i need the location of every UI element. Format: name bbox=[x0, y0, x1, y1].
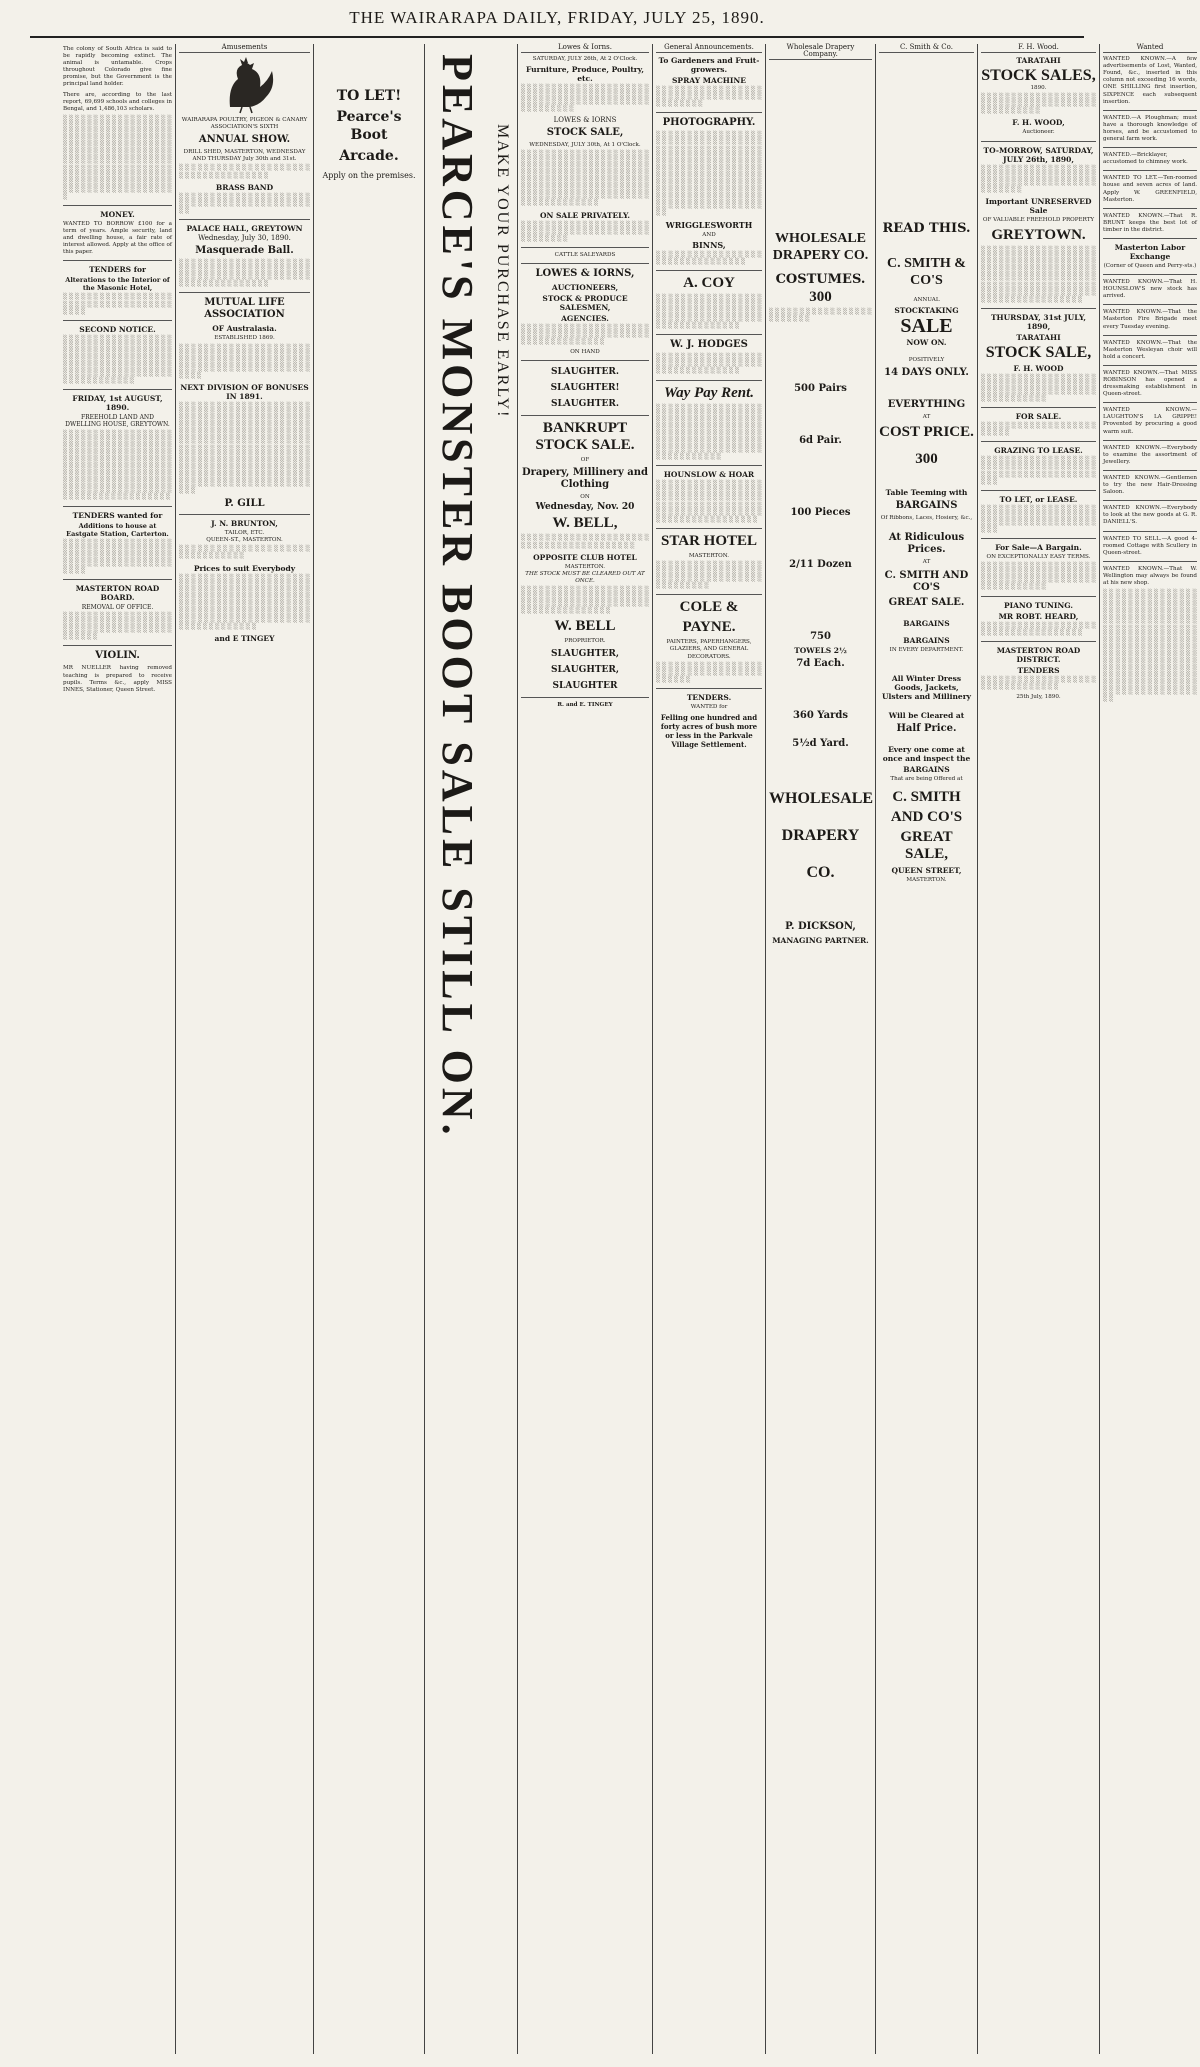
slaughter-3: SLAUGHTER. bbox=[550, 399, 620, 410]
wanted-1: WANTED KNOWN.—A few advertisements of Lost, Wanted, Found, &c., inserted in this column not exceeding 16 words, ONE SHILLING first insertion, SIXPENCE each subsequent insertion. bbox=[1103, 56, 1197, 105]
divider bbox=[981, 441, 1096, 442]
lost-filler: ░ ░ ░ ░ ░ ░ ░ ░ ░ ░ ░ ░ ░ ░ ░ ░ ░ ░ ░ ░ ░ ░ ░ ░ ░ ░ ░ ░ ░ ░ ░ ░ ░ ░ ░ ░ ░ ░ ░ ░ ░ ░ ░ ░ ░ ░ ░ ░ ░ ░ ░ ░ ░ ░ ░ ░ ░ ░ ░ ░ ░ ░ ░ ░ ░ ░ ░ ░ ░ ░ ░ ░ ░ ░ ░ ░ ░ ░ ░ ░ ░ ░ ░ ░ ░ ░ ░ ░ ░ ░ ░ ░ ░ ░ ░ ░ ░ ░ ░ ░ ░ ░ ░ ░ ░ ░ ░ ░ ░ ░ ░ ░ ░ ░ ░ ░ ░ ░ ░ ░ ░ ░ ░ ░ ░ ░ ░ ░ ░ ░ ░ ░ ░ ░ ░ ░ ░ ░ ░ ░ ░ ░ ░ ░ ░ ░ ░ ░ ░ ░ ░ ░ ░ ░ ░ ░ ░ ░ ░ ░ bbox=[179, 574, 310, 631]
wanted-7: WANTED KNOWN.—That the Masterton Fire Brigade meet every Tuesday evening. bbox=[1103, 309, 1197, 330]
prices-tagline: Prices to suit Everybody bbox=[193, 563, 296, 573]
stock-sales: STOCK SALES, bbox=[981, 67, 1096, 85]
divider bbox=[981, 538, 1096, 539]
slaughter-2: SLAUGHTER! bbox=[550, 383, 620, 394]
every-department: IN EVERY DEPARTMENT. bbox=[889, 646, 964, 653]
wanted-10: WANTED KNOWN.—LAUGHTON'S LA GRIPPE! Provented by procuring a good warm suit. bbox=[1103, 407, 1197, 435]
stock-filler: ░ ░ ░ ░ ░ ░ ░ ░ ░ ░ ░ ░ ░ ░ ░ ░ ░ ░ ░ ░ ░ ░ ░ ░ ░ ░ ░ ░ ░ ░ ░ ░ ░ ░ ░ ░ ░ ░ ░ ░ ░ ░ ░ ░ ░ ░ ░ ░ ░ ░ ░ ░ ░ ░ ░ ░ ░ ░ ░ ░ ░ ░ ░ ░ ░ ░ ░ ░ ░ ░ ░ ░ ░ ░ ░ ░ ░ ░ ░ ░ ░ ░ ░ ░ ░ ░ ░ ░ ░ ░ ░ ░ ░ ░ ░ ░ ░ ░ ░ ░ ░ ░ ░ ░ ░ ░ ░ ░ ░ ░ ░ ░ ░ ░ ░ ░ ░ ░ ░ ░ ░ ░ ░ ░ ░ ░ ░ ░ ░ ░ ░ ░ ░ ░ ░ ░ ░ ░ ░ ░ ░ ░ ░ ░ ░ ░ ░ ░ ░ ░ ░ ░ ░ ░ ░ ░ ░ ░ ░ ░ bbox=[521, 150, 649, 207]
pairs-500: 500 Pairs bbox=[794, 383, 847, 395]
costumes-filler: ░ ░ ░ ░ ░ ░ ░ ░ ░ ░ ░ ░ ░ ░ ░ ░ ░ ░ ░ ░ ░ ░ ░ ░ bbox=[769, 309, 872, 323]
w-bell: W. BELL, bbox=[552, 515, 618, 532]
auctioneer: Auctioneer. bbox=[1022, 129, 1055, 136]
tenders-heading: TENDERS for bbox=[89, 265, 146, 275]
money-text: WANTED TO BORROW £100 for a term of years. Ample security, land and dwelling house, a fair rate of interest allowed. Apply at the office of this paper. bbox=[63, 220, 172, 256]
general-header: General Announcements. bbox=[656, 44, 762, 53]
painters: PAINTERS, PAPERHANGERS, GLAZIERS, AND GENERAL DECORATORS. bbox=[666, 639, 752, 660]
wanted-9: WANTED KNOWN.—That MISS ROBINSON has opened a dressmaking establishment in Queen-street. bbox=[1103, 369, 1197, 398]
column-7 bbox=[766, 44, 876, 2054]
wanted-12: WANTED KNOWN.—Gentlemen to try the new Hair-Dressing Saloon. bbox=[1103, 474, 1197, 496]
divider bbox=[63, 389, 172, 390]
smith-2: C. SMITH AND CO'S bbox=[884, 569, 969, 593]
managing-partner: MANAGING PARTNER. bbox=[772, 936, 869, 946]
masquerade-ball: Masquerade Ball. bbox=[195, 245, 294, 257]
divider bbox=[656, 594, 762, 595]
bargain-filler: ░ ░ ░ ░ ░ ░ ░ ░ ░ ░ ░ ░ ░ ░ ░ ░ ░ ░ ░ ░ ░ ░ ░ ░ ░ ░ ░ ░ ░ ░ ░ ░ ░ ░ ░ ░ ░ ░ ░ ░ ░ ░ ░ ░ ░ ░ ░ ░ ░ ░ ░ ░ ░ ░ ░ ░ ░ ░ ░ ░ ░ ░ ░ ░ ░ ░ ░ ░ bbox=[981, 563, 1096, 591]
masthead-rule bbox=[30, 36, 1084, 38]
show-filler: ░ ░ ░ ░ ░ ░ ░ ░ ░ ░ ░ ░ ░ ░ ░ ░ ░ ░ ░ ░ ░ ░ ░ ░ ░ ░ ░ ░ ░ ░ ░ ░ ░ ░ ░ ░ bbox=[179, 165, 310, 179]
to-let-lease: TO LET, or LEASE. bbox=[999, 494, 1078, 504]
ribbons: Of Ribbons, Laces, Hosiery, &c., bbox=[880, 515, 973, 522]
payne: PAYNE. bbox=[682, 619, 736, 636]
stock-must-clear: THE STOCK MUST BE CLEARED OUT AT ONCE. bbox=[525, 570, 645, 584]
wednesday-nov: Wednesday, Nov. 20 bbox=[535, 502, 635, 513]
column-4 bbox=[425, 44, 518, 2054]
labor-exchange: Masterton Labor Exchange bbox=[1114, 242, 1186, 261]
annual: ANNUAL bbox=[913, 297, 940, 304]
divider bbox=[1103, 440, 1197, 441]
divider bbox=[981, 407, 1096, 408]
on-sale-privately: ON SALE PRIVATELY. bbox=[540, 210, 630, 220]
divider bbox=[1103, 147, 1197, 148]
rent-filler: ░ ░ ░ ░ ░ ░ ░ ░ ░ ░ ░ ░ ░ ░ ░ ░ ░ ░ ░ ░ ░ ░ ░ ░ ░ ░ ░ ░ ░ ░ ░ ░ ░ ░ ░ ░ ░ ░ ░ ░ ░ ░ ░ ░ ░ ░ ░ ░ ░ ░ ░ ░ ░ ░ ░ ░ ░ ░ ░ ░ ░ ░ ░ ░ ░ ░ ░ ░ ░ ░ ░ ░ ░ ░ ░ ░ ░ ░ ░ ░ ░ ░ ░ ░ ░ ░ ░ ░ ░ ░ ░ ░ ░ ░ ░ ░ ░ ░ ░ ░ ░ ░ ░ ░ ░ ░ ░ ░ ░ ░ ░ ░ ░ ░ ░ ░ ░ ░ ░ ░ ░ ░ ░ ░ ░ ░ ░ ░ ░ ░ bbox=[656, 404, 762, 461]
divider bbox=[1103, 335, 1197, 336]
money-heading: MONEY. bbox=[100, 209, 135, 219]
tenders-subject: Alterations to the Interior of the Masonic Hotel, bbox=[65, 276, 170, 293]
tingey-name: and E TINGEY bbox=[214, 634, 275, 644]
column-6 bbox=[653, 44, 766, 2054]
for-sale-bargain: For Sale—A Bargain. bbox=[995, 543, 1082, 553]
wood-header: F. H. Wood. bbox=[981, 44, 1096, 53]
column-9 bbox=[978, 44, 1100, 2054]
sale: SALE bbox=[900, 315, 953, 338]
smith-3: C. SMITH bbox=[892, 788, 961, 805]
divider bbox=[1103, 110, 1197, 111]
column-10 bbox=[1100, 44, 1200, 2054]
masterton: MASTERTON. bbox=[906, 876, 947, 883]
brunton-filler: ░ ░ ░ ░ ░ ░ ░ ░ ░ ░ ░ ░ ░ ░ ░ ░ ░ ░ ░ ░ ░ ░ ░ ░ ░ ░ ░ ░ ░ ░ ░ ░ bbox=[179, 546, 310, 560]
cattle-saleyards: CATTLE SALEYARDS bbox=[554, 251, 616, 258]
to-let-heading: TO LET! bbox=[336, 88, 402, 104]
wanted-13: WANTED KNOWN.—Everybody to look at the new goods at G. R. DANIELL'S. bbox=[1103, 505, 1197, 526]
painters-filler: ░ ░ ░ ░ ░ ░ ░ ░ ░ ░ ░ ░ ░ ░ ░ ░ ░ ░ ░ ░ ░ ░ ░ ░ ░ ░ ░ ░ ░ ░ ░ ░ ░ ░ ░ ░ ░ ░ ░ ░ bbox=[656, 662, 762, 683]
half-price: Half Price. bbox=[896, 722, 957, 734]
tenders2-filler: ░ ░ ░ ░ ░ ░ ░ ░ ░ ░ ░ ░ ░ ░ ░ ░ ░ ░ ░ ░ ░ ░ ░ ░ ░ ░ ░ ░ ░ ░ ░ ░ ░ ░ ░ ░ ░ ░ ░ ░ ░ ░ ░ ░ ░ ░ ░ ░ ░ ░ ░ ░ ░ ░ ░ ░ ░ ░ ░ ░ ░ ░ ░ ░ ░ ░ ░ ░ ░ ░ ░ ░ ░ ░ ░ ░ bbox=[63, 539, 172, 574]
divider bbox=[1103, 238, 1197, 239]
rooster-icon bbox=[210, 57, 280, 113]
divider bbox=[656, 465, 762, 466]
brass-band: BRASS BAND bbox=[215, 182, 274, 192]
removal-subject: REMOVAL OF OFFICE. bbox=[81, 603, 154, 611]
furniture-filler: ░ ░ ░ ░ ░ ░ ░ ░ ░ ░ ░ ░ ░ ░ ░ ░ ░ ░ ░ ░ ░ ░ ░ ░ ░ ░ ░ ░ ░ ░ ░ ░ ░ ░ ░ ░ ░ ░ ░ ░ ░ ░ ░ ░ ░ ░ ░ ░ ░ ░ ░ ░ ░ ░ ░ ░ ░ ░ ░ ░ ░ ░ ░ ░ ░ ░ ░ ░ ░ ░ ░ ░ bbox=[521, 85, 649, 113]
star-masterton: MASTERTON. bbox=[688, 552, 730, 559]
costumes: COSTUMES. bbox=[775, 272, 866, 288]
cost-price: COST PRICE. bbox=[879, 424, 974, 441]
bargains-2: BARGAINS bbox=[903, 618, 950, 628]
spray-machine: SPRAY MACHINE bbox=[672, 76, 746, 86]
great-sale-2: GREAT SALE, bbox=[900, 828, 953, 862]
divider bbox=[656, 112, 762, 113]
easy-terms: ON EXCEPTIONALLY EASY TERMS. bbox=[986, 554, 1091, 561]
wholesale-header: Wholesale Drapery Company. bbox=[769, 44, 872, 60]
wholesale-drapery: WHOLESALE DRAPERY CO. bbox=[772, 231, 869, 264]
at-line-2: AT bbox=[922, 559, 931, 566]
great-sale: GREAT SALE. bbox=[888, 596, 965, 608]
masterton-line: MASTERTON. bbox=[564, 563, 606, 570]
divider bbox=[521, 697, 649, 698]
proprietor: PROPRIETOR. bbox=[564, 638, 606, 645]
a-coy: A. COY bbox=[683, 274, 735, 291]
bargains-3: BARGAINS bbox=[903, 635, 950, 645]
slaughter-6: SLAUGHTER bbox=[552, 681, 618, 692]
divider bbox=[179, 219, 310, 220]
divider bbox=[981, 308, 1096, 309]
pearce-vertical-banner: PEARCE'S MONSTER BOOT SALE STILL ON. bbox=[433, 54, 482, 1139]
divider bbox=[179, 292, 310, 293]
divider bbox=[63, 579, 172, 580]
show-detail: DRILL SHED, MASTERTON, WEDNESDAY AND THURSDAY July 30th and 31st. bbox=[183, 149, 306, 163]
of-line: OF bbox=[580, 457, 590, 464]
road-district: MASTERTON ROAD DISTRICT. bbox=[996, 645, 1081, 664]
wanted-8: WANTED KNOWN.—That the Masterton Wesleyan choir will hold a concert. bbox=[1103, 339, 1197, 360]
smith-cos: C. SMITH & CO'S bbox=[887, 256, 966, 289]
divider bbox=[63, 506, 172, 507]
divider bbox=[521, 247, 649, 248]
stock-sale-heading: STOCK SALE, bbox=[546, 126, 624, 138]
annual-show: ANNUAL SHOW. bbox=[198, 134, 291, 146]
taratahi-2: TARATAHI bbox=[1016, 332, 1061, 342]
wood-name: F. H. WOOD, bbox=[1012, 118, 1065, 128]
column-8 bbox=[876, 44, 978, 2054]
divider bbox=[1103, 304, 1197, 305]
mutual-filler: ░ ░ ░ ░ ░ ░ ░ ░ ░ ░ ░ ░ ░ ░ ░ ░ ░ ░ ░ ░ ░ ░ ░ ░ ░ ░ ░ ░ ░ ░ ░ ░ ░ ░ ░ ░ ░ ░ ░ ░ ░ ░ ░ ░ ░ ░ ░ ░ ░ ░ ░ ░ ░ ░ ░ ░ ░ ░ ░ ░ ░ ░ ░ ░ ░ ░ ░ ░ ░ ░ ░ ░ ░ ░ ░ ░ ░ ░ ░ ░ ░ ░ ░ ░ ░ ░ ░ ░ bbox=[179, 344, 310, 379]
mutual-life-sub: OF Australasia. bbox=[212, 324, 277, 334]
masthead bbox=[0, 0, 1114, 36]
palace-date: Wednesday, July 30, 1890. bbox=[198, 233, 291, 242]
spray-filler: ░ ░ ░ ░ ░ ░ ░ ░ ░ ░ ░ ░ ░ ░ ░ ░ ░ ░ ░ ░ ░ ░ ░ ░ ░ ░ ░ ░ ░ ░ ░ ░ ░ ░ ░ ░ ░ ░ ░ ░ ░ ░ bbox=[656, 87, 762, 108]
violin-heading: VIOLIN. bbox=[95, 650, 140, 662]
friday-heading: FRIDAY, 1st AUGUST, 1890. bbox=[72, 394, 163, 413]
photo-filler: ░ ░ ░ ░ ░ ░ ░ ░ ░ ░ ░ ░ ░ ░ ░ ░ ░ ░ ░ ░ ░ ░ ░ ░ ░ ░ ░ ░ ░ ░ ░ ░ ░ ░ ░ ░ ░ ░ ░ ░ ░ ░ ░ ░ ░ ░ ░ ░ ░ ░ ░ ░ ░ ░ ░ ░ ░ ░ ░ ░ ░ ░ ░ ░ ░ ░ ░ ░ ░ ░ ░ ░ ░ ░ ░ ░ ░ ░ ░ ░ ░ ░ ░ ░ ░ ░ ░ ░ ░ ░ ░ ░ ░ ░ ░ ░ ░ ░ ░ ░ ░ ░ ░ ░ ░ ░ ░ ░ ░ ░ ░ ░ ░ ░ ░ ░ ░ ░ ░ ░ ░ ░ ░ ░ ░ ░ ░ ░ ░ ░ ░ ░ ░ ░ ░ ░ ░ ░ ░ ░ ░ ░ ░ ░ ░ ░ ░ ░ ░ ░ ░ ░ ░ ░ ░ ░ ░ ░ ░ ░ ░ ░ ░ ░ ░ ░ ░ ░ ░ ░ ░ ░ ░ ░ ░ ░ ░ ░ ░ ░ ░ ░ ░ ░ ░ ░ ░ ░ ░ bbox=[656, 132, 762, 217]
queen-street: QUEEN STREET, bbox=[891, 865, 962, 875]
divider bbox=[656, 334, 762, 335]
column-5 bbox=[518, 44, 653, 2054]
photography: PHOTOGRAPHY. bbox=[662, 117, 756, 129]
hounslow-hoar: HOUNSLOW & HOAR bbox=[663, 470, 755, 480]
year: 1890. bbox=[1030, 85, 1047, 92]
will-be-cleared: Will be Cleared at bbox=[888, 710, 965, 720]
violin-text: MR NUELLER having removed teaching is prepared to receive pupils. Terms &c., apply MISS INNES, Stationer, Queen Street. bbox=[63, 665, 172, 693]
divider bbox=[981, 596, 1096, 597]
w-bell-2: W. BELL bbox=[554, 618, 616, 635]
divider bbox=[1103, 365, 1197, 366]
taratahi: TARATAHI bbox=[1016, 56, 1061, 66]
remnants-300: 300 bbox=[915, 451, 938, 468]
laughter-filler: ░ ░ ░ ░ ░ ░ ░ ░ ░ ░ ░ ░ ░ ░ ░ ░ ░ ░ ░ ░ ░ ░ ░ ░ ░ ░ ░ ░ ░ ░ ░ ░ ░ ░ ░ ░ ░ ░ ░ ░ ░ ░ ░ ░ ░ ░ ░ ░ ░ ░ ░ ░ ░ ░ ░ ░ ░ ░ ░ ░ ░ ░ ░ ░ ░ ░ ░ ░ ░ ░ ░ ░ ░ ░ ░ ░ ░ ░ bbox=[521, 586, 649, 615]
forsale-filler: ░ ░ ░ ░ ░ ░ ░ ░ ░ ░ ░ ░ ░ ░ ░ ░ ░ ░ ░ ░ ░ ░ ░ ░ bbox=[981, 423, 1096, 437]
coy-filler: ░ ░ ░ ░ ░ ░ ░ ░ ░ ░ ░ ░ ░ ░ ░ ░ ░ ░ ░ ░ ░ ░ ░ ░ ░ ░ ░ ░ ░ ░ ░ ░ ░ ░ ░ ░ ░ ░ ░ ░ ░ ░ ░ ░ ░ ░ ░ ░ ░ ░ ░ ░ ░ ░ ░ ░ ░ ░ ░ ░ ░ ░ ░ ░ ░ ░ ░ ░ ░ ░ ░ ░ ░ ░ ░ ░ ░ ░ ░ ░ ░ ░ bbox=[656, 294, 762, 330]
hodges: W. J. HODGES bbox=[670, 339, 748, 351]
date-line: 25th July, 1890. bbox=[1016, 693, 1061, 700]
stock-sale-2: STOCK SALE, bbox=[985, 343, 1092, 361]
divider bbox=[1103, 208, 1197, 209]
labor-exchange-sub: (Corner of Queen and Perry-sts.) bbox=[1103, 262, 1197, 269]
divider bbox=[656, 528, 762, 529]
columns bbox=[60, 43, 1197, 2054]
lowes-iorns: LOWES & IORNS bbox=[553, 115, 617, 124]
divider bbox=[63, 260, 172, 261]
dickson: P. DICKSON, bbox=[785, 921, 856, 933]
wanted-4: WANTED TO LET.—Ten-roomed house and seven acres of land. Apply W. GREENFIELD, Masterton. bbox=[1103, 175, 1197, 203]
wanted-for: WANTED for bbox=[690, 703, 728, 710]
wanted-header: Wanted bbox=[1103, 44, 1197, 53]
greytown-filler: ░ ░ ░ ░ ░ ░ ░ ░ ░ ░ ░ ░ ░ ░ ░ ░ ░ ░ ░ ░ ░ ░ ░ ░ ░ ░ ░ ░ ░ ░ ░ ░ ░ ░ ░ ░ ░ ░ ░ ░ ░ ░ ░ ░ ░ ░ ░ ░ ░ ░ ░ ░ ░ ░ ░ ░ ░ ░ ░ ░ ░ ░ ░ ░ ░ ░ ░ ░ ░ ░ ░ ░ ░ ░ ░ ░ ░ ░ ░ ░ ░ ░ ░ ░ ░ ░ ░ ░ ░ ░ ░ ░ ░ ░ ░ ░ ░ ░ ░ ░ ░ ░ ░ ░ ░ ░ ░ ░ ░ ░ ░ ░ ░ ░ ░ ░ ░ ░ ░ ░ ░ ░ ░ ░ ░ ░ ░ ░ ░ ░ ░ ░ ░ ░ ░ ░ ░ ░ ░ ░ ░ ░ ░ ░ ░ ░ ░ ░ ░ ░ bbox=[981, 247, 1096, 303]
private-filler: ░ ░ ░ ░ ░ ░ ░ ░ ░ ░ ░ ░ ░ ░ ░ ░ ░ ░ ░ ░ ░ ░ ░ ░ ░ ░ ░ ░ ░ ░ ░ ░ ░ ░ ░ ░ ░ ░ ░ ░ ░ ░ ░ ░ ░ ░ ░ ░ ░ ░ bbox=[521, 221, 649, 242]
removal-filler: ░ ░ ░ ░ ░ ░ ░ ░ ░ ░ ░ ░ ░ ░ ░ ░ ░ ░ ░ ░ ░ ░ ░ ░ ░ ░ ░ ░ ░ ░ ░ ░ ░ ░ ░ ░ ░ ░ ░ ░ ░ ░ ░ ░ ░ ░ ░ ░ ░ ░ ░ ░ ░ ░ ░ ░ ░ ░ ░ ░ bbox=[63, 613, 172, 641]
wanted-2: WANTED.—A Ploughman; must have a thorough knowledge of horses, and be accustomed to general farm work. bbox=[1103, 114, 1197, 143]
column-1 bbox=[60, 44, 176, 2054]
cole: COLE & bbox=[679, 599, 739, 616]
wanted-filler: ░ ░ ░ ░ ░ ░ ░ ░ ░ ░ ░ ░ ░ ░ ░ ░ ░ ░ ░ ░ ░ ░ ░ ░ ░ ░ ░ ░ ░ ░ ░ ░ ░ ░ ░ ░ ░ ░ ░ ░ ░ ░ ░ ░ ░ ░ ░ ░ ░ ░ ░ ░ ░ ░ ░ ░ ░ ░ ░ ░ ░ ░ ░ ░ ░ ░ ░ ░ ░ ░ ░ ░ ░ ░ ░ ░ ░ ░ ░ ░ ░ ░ ░ ░ ░ ░ ░ ░ ░ ░ ░ ░ ░ ░ ░ ░ ░ ░ ░ ░ ░ ░ ░ ░ ░ ░ ░ ░ ░ ░ ░ ░ ░ ░ ░ ░ ░ ░ ░ ░ ░ ░ ░ ░ ░ ░ ░ ░ ░ ░ ░ ░ ░ ░ ░ ░ ░ ░ ░ ░ ░ ░ ░ ░ ░ ░ ░ ░ ░ ░ ░ ░ ░ ░ ░ ░ ░ ░ ░ ░ ░ ░ ░ ░ ░ ░ ░ ░ ░ ░ ░ ░ ░ ░ ░ ░ ░ ░ ░ ░ ░ ░ ░ ░ ░ ░ ░ ░ ░ ░ ░ ░ ░ ░ ░ ░ ░ ░ ░ ░ ░ ░ ░ ░ ░ ░ ░ ░ ░ ░ ░ ░ ░ ░ ░ ░ ░ ░ ░ ░ ░ ░ ░ ░ ░ ░ ░ bbox=[1103, 590, 1197, 703]
divider bbox=[1103, 274, 1197, 275]
thursday: THURSDAY, 31st JULY, 1890, bbox=[990, 312, 1087, 331]
divider bbox=[521, 263, 649, 264]
grazing-filler: ░ ░ ░ ░ ░ ░ ░ ░ ░ ░ ░ ░ ░ ░ ░ ░ ░ ░ ░ ░ ░ ░ ░ ░ ░ ░ ░ ░ ░ ░ ░ ░ ░ ░ ░ ░ ░ ░ ░ ░ ░ ░ ░ ░ ░ ░ ░ ░ ░ ░ ░ ░ ░ ░ ░ ░ ░ ░ ░ ░ bbox=[981, 457, 1096, 485]
news-intro: The colony of South Africa is said to be rapidly becoming extinct. The animal is untamable. Crops throughout Colorado give fine promise, but the Government is the principal land holder. bbox=[63, 46, 172, 88]
thursday-filler: ░ ░ ░ ░ ░ ░ ░ ░ ░ ░ ░ ░ ░ ░ ░ ░ ░ ░ ░ ░ ░ ░ ░ ░ ░ ░ ░ ░ ░ ░ ░ ░ ░ ░ ░ ░ ░ ░ ░ ░ ░ ░ ░ ░ ░ ░ ░ ░ ░ ░ ░ ░ ░ ░ ░ ░ ░ ░ ░ ░ ░ ░ ░ ░ ░ ░ ░ ░ bbox=[981, 374, 1096, 403]
divider bbox=[63, 645, 172, 646]
divider bbox=[1103, 170, 1197, 171]
yards-price: 5½d Yard. bbox=[792, 738, 849, 750]
yards-360: 360 Yards bbox=[792, 710, 849, 722]
arcade: Arcade. bbox=[339, 148, 399, 164]
wanted-6: WANTED KNOWN.—That H. HOUNSLOW'S new stock has arrived. bbox=[1103, 279, 1197, 300]
everything: EVERYTHING bbox=[887, 399, 966, 411]
brass-filler: ░ ░ ░ ░ ░ ░ ░ ░ ░ ░ ░ ░ ░ ░ ░ ░ ░ ░ ░ ░ ░ ░ ░ ░ ░ ░ ░ ░ ░ ░ ░ ░ ░ ░ ░ ░ ░ ░ ░ ░ ░ ░ ░ ░ bbox=[179, 193, 310, 214]
notice-filler: ░ ░ ░ ░ ░ ░ ░ ░ ░ ░ ░ ░ ░ ░ ░ ░ ░ ░ ░ ░ ░ ░ ░ ░ ░ ░ ░ ░ ░ ░ ░ ░ ░ ░ ░ ░ ░ ░ ░ ░ ░ ░ ░ ░ ░ ░ ░ ░ ░ ░ ░ ░ ░ ░ ░ ░ ░ ░ ░ ░ ░ ░ ░ ░ ░ ░ ░ ░ ░ ░ ░ ░ ░ ░ ░ ░ ░ ░ ░ ░ ░ ░ ░ ░ ░ ░ ░ ░ ░ ░ ░ ░ ░ ░ ░ ░ ░ ░ ░ ░ ░ ░ ░ ░ ░ ░ ░ ░ ░ ░ ░ ░ ░ ░ ░ ░ ░ ░ ░ ░ bbox=[63, 335, 172, 385]
drapery-line: Drapery, Millinery and Clothing bbox=[521, 467, 649, 491]
stocktaking: STOCKTAKING bbox=[894, 306, 959, 316]
towels-price: 7d Each. bbox=[796, 658, 845, 670]
winter-goods: All Winter Dress Goods, Jackets, Ulsters and Millinery bbox=[881, 673, 972, 701]
friday-filler: ░ ░ ░ ░ ░ ░ ░ ░ ░ ░ ░ ░ ░ ░ ░ ░ ░ ░ ░ ░ ░ ░ ░ ░ ░ ░ ░ ░ ░ ░ ░ ░ ░ ░ ░ ░ ░ ░ ░ ░ ░ ░ ░ ░ ░ ░ ░ ░ ░ ░ ░ ░ ░ ░ ░ ░ ░ ░ ░ ░ ░ ░ ░ ░ ░ ░ ░ ░ ░ ░ ░ ░ ░ ░ ░ ░ ░ ░ ░ ░ ░ ░ ░ ░ ░ ░ ░ ░ ░ ░ ░ ░ ░ ░ ░ ░ ░ ░ ░ ░ ░ ░ ░ ░ ░ ░ ░ ░ ░ ░ ░ ░ ░ ░ ░ ░ ░ ░ ░ ░ ░ ░ ░ ░ ░ ░ ░ ░ ░ ░ ░ ░ ░ ░ ░ ░ ░ ░ ░ ░ ░ ░ ░ ░ ░ ░ ░ ░ ░ ░ ░ ░ ░ ░ ░ ░ ░ ░ ░ ░ ░ ░ ░ ░ ░ ░ ░ ░ ░ ░ ░ ░ ░ ░ ░ ░ ░ ░ ░ ░ bbox=[63, 430, 172, 501]
robt-heard: MR ROBT. HEARD, bbox=[998, 611, 1079, 621]
lowes-header: Lowes & Iorns. bbox=[521, 44, 649, 53]
divider bbox=[521, 360, 649, 361]
towels: TOWELS 2½ bbox=[794, 646, 847, 656]
divider bbox=[1103, 402, 1197, 403]
friday-subject: FREEHOLD LAND AND DWELLING HOUSE, GREYTOWN. bbox=[65, 414, 170, 429]
tomorrow-filler: ░ ░ ░ ░ ░ ░ ░ ░ ░ ░ ░ ░ ░ ░ ░ ░ ░ ░ ░ ░ ░ ░ ░ ░ ░ ░ ░ ░ ░ ░ ░ ░ ░ ░ ░ ░ ░ ░ ░ ░ ░ ░ ░ ░ ░ ░ ░ ░ ░ ░ ░ ░ ░ ░ ░ ░ ░ ░ ░ ░ ░ ░ ░ ░ bbox=[981, 165, 1096, 193]
inspect: Every one come at once and inspect the bbox=[882, 744, 971, 763]
and-line: AND bbox=[702, 231, 716, 238]
bell-filler: ░ ░ ░ ░ ░ ░ ░ ░ ░ ░ ░ ░ ░ ░ ░ ░ ░ ░ ░ ░ ░ ░ ░ ░ ░ ░ ░ ░ ░ ░ ░ ░ ░ ░ ░ ░ ░ ░ ░ ░ bbox=[521, 535, 649, 549]
valuable-freehold: OF VALUABLE FREEHOLD PROPERTY bbox=[982, 216, 1095, 223]
lease-filler: ░ ░ ░ ░ ░ ░ ░ ░ ░ ░ ░ ░ ░ ░ ░ ░ ░ ░ ░ ░ ░ ░ ░ ░ ░ ░ ░ ░ ░ ░ ░ ░ ░ ░ ░ ░ ░ ░ ░ ░ ░ ░ ░ ░ ░ ░ ░ ░ ░ ░ ░ ░ ░ ░ ░ ░ ░ ░ ░ ░ bbox=[981, 505, 1096, 533]
read-this: READ THIS. bbox=[882, 221, 971, 237]
brunton-name: J. N. BRUNTON, bbox=[211, 519, 278, 529]
tenders2-subject: Additions to house at Eastgate Station, Carterton. bbox=[66, 521, 169, 538]
count-750: 750 bbox=[810, 631, 831, 643]
on-hand: ON HAND bbox=[570, 349, 600, 356]
dozen-price: 2/11 Dozen bbox=[789, 559, 852, 571]
established: ESTABLISHED 1869. bbox=[214, 335, 275, 342]
grazing-lease: GRAZING TO LEASE. bbox=[994, 446, 1083, 456]
mutual-life-heading: MUTUAL LIFE ASSOCIATION bbox=[204, 297, 285, 321]
wanted-15: WANTED KNOWN.—That W. Wellington may always be found at his new shop. bbox=[1103, 565, 1197, 586]
wanted-11: WANTED KNOWN.—Everybody to examine the assortment of Jewellery. bbox=[1103, 444, 1197, 465]
news-filler: ░ ░ ░ ░ ░ ░ ░ ░ ░ ░ ░ ░ ░ ░ ░ ░ ░ ░ ░ ░ ░ ░ ░ ░ ░ ░ ░ ░ ░ ░ ░ ░ ░ ░ ░ ░ ░ ░ ░ ░ ░ ░ ░ ░ ░ ░ ░ ░ ░ ░ ░ ░ ░ ░ ░ ░ ░ ░ ░ ░ ░ ░ ░ ░ ░ ░ ░ ░ ░ ░ ░ ░ ░ ░ ░ ░ ░ ░ ░ ░ ░ ░ ░ ░ ░ ░ ░ ░ ░ ░ ░ ░ ░ ░ ░ ░ ░ ░ ░ ░ ░ ░ ░ ░ ░ ░ ░ ░ ░ ░ ░ ░ ░ ░ ░ ░ ░ ░ ░ ░ ░ ░ ░ ░ ░ ░ ░ ░ ░ ░ ░ ░ ░ ░ ░ ░ ░ ░ ░ ░ ░ ░ ░ ░ ░ ░ ░ ░ ░ ░ ░ ░ ░ ░ ░ ░ ░ ░ ░ ░ ░ ░ ░ ░ ░ ░ ░ ░ ░ ░ ░ ░ ░ ░ ░ ░ ░ ░ ░ ░ ░ ░ ░ ░ ░ ░ ░ ░ ░ ░ ░ ░ ░ ░ ░ ░ ░ ░ ░ bbox=[63, 115, 172, 200]
apply-premises: Apply on the premises. bbox=[322, 171, 416, 180]
piano-tuning: PIANO TUNING. bbox=[1003, 600, 1074, 610]
tenders-filler: ░ ░ ░ ░ ░ ░ ░ ░ ░ ░ ░ ░ ░ ░ ░ ░ ░ ░ ░ ░ ░ ░ ░ ░ ░ ░ ░ ░ ░ ░ ░ ░ ░ ░ ░ ░ ░ ░ ░ ░ bbox=[63, 294, 172, 315]
pieces-100: 100 Pieces bbox=[790, 507, 851, 519]
agencies: AGENCIES. bbox=[561, 313, 609, 323]
gardeners-heading: To Gardeners and Fruit-growers. bbox=[658, 56, 760, 75]
divider bbox=[1103, 500, 1197, 501]
divider bbox=[981, 490, 1096, 491]
divider bbox=[63, 320, 172, 321]
second-notice-heading: SECOND NOTICE. bbox=[79, 324, 156, 334]
felling-contract: Felling one hundred and forty acres of bush more or less in the Parkvale Village Settlement. bbox=[660, 712, 758, 749]
divider bbox=[656, 270, 762, 271]
star-filler: ░ ░ ░ ░ ░ ░ ░ ░ ░ ░ ░ ░ ░ ░ ░ ░ ░ ░ ░ ░ ░ ░ ░ ░ ░ ░ ░ ░ ░ ░ ░ ░ ░ ░ ░ ░ ░ ░ ░ ░ ░ ░ ░ ░ ░ ░ ░ ░ ░ ░ ░ ░ ░ ░ ░ ░ ░ ░ ░ ░ bbox=[656, 561, 762, 590]
auctioneers: AUCTIONEERS, bbox=[551, 282, 619, 292]
tenders: TENDERS. bbox=[686, 692, 732, 702]
lowes-iorns-large: LOWES & IORNS, bbox=[535, 267, 635, 279]
pearces-boot: Pearce's Boot bbox=[336, 109, 402, 143]
now-on: NOW ON. bbox=[906, 338, 947, 348]
furniture-line: Furniture, Produce, Poultry, etc. bbox=[525, 65, 645, 84]
wood-name-2: F. H. WOOD bbox=[1013, 363, 1064, 373]
divider bbox=[1103, 531, 1197, 532]
bankrupt-stock-sale: BANKRUPT STOCK SALE. bbox=[535, 420, 635, 454]
slaughter-5: SLAUGHTER, bbox=[550, 665, 620, 676]
roadboard-heading: MASTERTON ROAD BOARD. bbox=[75, 583, 160, 602]
brunton-trade: TAILOR, ETC. bbox=[224, 530, 265, 537]
divider bbox=[63, 205, 172, 206]
tingey-name: R. and E. TINGEY bbox=[557, 702, 613, 709]
pairs-price: 6d Pair. bbox=[799, 435, 842, 447]
brunton-address: QUEEN-ST., MASTERTON. bbox=[206, 537, 283, 544]
binns-filler: ░ ░ ░ ░ ░ ░ ░ ░ ░ ░ ░ ░ ░ ░ ░ ░ ░ ░ ░ ░ ░ ░ ░ ░ ░ ░ ░ ░ ░ ░ ░ ░ bbox=[656, 251, 762, 265]
fourteen-days: 14 DAYS ONLY. bbox=[884, 367, 969, 379]
divider bbox=[1103, 561, 1197, 562]
divider bbox=[981, 141, 1096, 142]
bargains-4: BARGAINS bbox=[903, 764, 950, 774]
divider bbox=[521, 415, 649, 416]
being-offered: That are being Offered at bbox=[890, 775, 963, 782]
slaughter-4: SLAUGHTER, bbox=[550, 649, 620, 660]
hodges-filler: ░ ░ ░ ░ ░ ░ ░ ░ ░ ░ ░ ░ ░ ░ ░ ░ ░ ░ ░ ░ ░ ░ ░ ░ ░ ░ ░ ░ ░ ░ ░ ░ ░ ░ ░ ░ ░ ░ ░ ░ ░ ░ ░ ░ ░ ░ ░ ░ bbox=[656, 354, 762, 375]
count-300: 300 bbox=[809, 289, 832, 306]
co-2: CO. bbox=[806, 864, 835, 882]
masthead-title: THE WAIRARAPA DAILY, FRIDAY, JULY 25, 1890. bbox=[349, 8, 765, 27]
positively: POSITIVELY bbox=[908, 357, 945, 364]
divider bbox=[1103, 470, 1197, 471]
palace-hall: PALACE HALL, GREYTOWN bbox=[186, 223, 303, 233]
slaughter-1: SLAUGHTER. bbox=[550, 367, 620, 378]
ball-filler: ░ ░ ░ ░ ░ ░ ░ ░ ░ ░ ░ ░ ░ ░ ░ ░ ░ ░ ░ ░ ░ ░ ░ ░ ░ ░ ░ ░ ░ ░ ░ ░ ░ ░ ░ ░ ░ ░ ░ ░ ░ ░ ░ ░ ░ ░ ░ ░ ░ ░ ░ ░ ░ ░ ░ ░ ░ ░ ░ ░ ░ ░ ░ ░ ░ ░ ░ ░ ░ ░ ░ ░ ░ ░ ░ ░ ░ ░ bbox=[179, 260, 310, 288]
at-line: AT bbox=[922, 414, 931, 421]
and-cos: AND CO'S bbox=[890, 808, 963, 825]
amusements-header: Amusements bbox=[179, 44, 310, 53]
for-sale: FOR SALE. bbox=[1015, 412, 1062, 422]
divider bbox=[179, 514, 310, 515]
ridiculous: At Ridiculous Prices. bbox=[888, 532, 965, 556]
division-filler: ░ ░ ░ ░ ░ ░ ░ ░ ░ ░ ░ ░ ░ ░ ░ ░ ░ ░ ░ ░ ░ ░ ░ ░ ░ ░ ░ ░ ░ ░ ░ ░ ░ ░ ░ ░ ░ ░ ░ ░ ░ ░ ░ ░ ░ ░ ░ ░ ░ ░ ░ ░ ░ ░ ░ ░ ░ ░ ░ ░ ░ ░ ░ ░ ░ ░ ░ ░ ░ ░ ░ ░ ░ ░ ░ ░ ░ ░ ░ ░ ░ ░ ░ ░ ░ ░ ░ ░ ░ ░ ░ ░ ░ ░ ░ ░ ░ ░ ░ ░ ░ ░ ░ ░ ░ ░ ░ ░ ░ ░ ░ ░ ░ ░ ░ ░ ░ ░ ░ ░ ░ ░ ░ ░ ░ ░ ░ ░ ░ ░ ░ ░ ░ ░ ░ ░ ░ ░ ░ ░ ░ ░ ░ ░ ░ ░ ░ ░ ░ ░ ░ ░ ░ ░ ░ ░ ░ ░ ░ ░ ░ ░ ░ ░ ░ ░ ░ ░ ░ ░ ░ ░ ░ ░ ░ ░ ░ ░ ░ ░ ░ ░ ░ ░ ░ ░ ░ ░ ░ ░ ░ ░ ░ ░ ░ ░ ░ ░ ░ ░ ░ ░ ░ ░ ░ ░ ░ ░ ░ ░ ░ ░ ░ ░ ░ ░ ░ ░ ░ ░ ░ ░ ░ ░ ░ ░ ░ ░ ░ ░ ░ ░ ░ ░ ░ ░ ░ ░ ░ ░ ░ ░ ░ ░ ░ ░ ░ ░ ░ ░ ░ ░ ░ ░ ░ bbox=[179, 402, 310, 495]
purchase-early-banner: MAKE YOUR PURCHASE EARLY! bbox=[494, 124, 511, 419]
binns: BINNS, bbox=[692, 239, 726, 250]
wanted-14: WANTED TO SELL.—A good 4-roomed Cottage with Scullery in Queen-street. bbox=[1103, 535, 1197, 556]
smith-header: C. Smith & Co. bbox=[879, 44, 974, 53]
agencies-filler: ░ ░ ░ ░ ░ ░ ░ ░ ░ ░ ░ ░ ░ ░ ░ ░ ░ ░ ░ ░ ░ ░ ░ ░ ░ ░ ░ ░ ░ ░ ░ ░ ░ ░ ░ ░ ░ ░ ░ ░ ░ ░ ░ ░ ░ ░ ░ ░ ░ ░ ░ ░ ░ ░ ░ ░ bbox=[521, 324, 649, 346]
wanted-3: WANTED.—Bricklayer, accustomed to chimney work. bbox=[1103, 152, 1188, 166]
gill-name: P. GILL bbox=[224, 498, 265, 510]
greytown: GREYTOWN. bbox=[991, 227, 1086, 244]
opposite-club: OPPOSITE CLUB HOTEL bbox=[533, 552, 637, 562]
column-2 bbox=[176, 44, 314, 2054]
next-division: NEXT DIVISION OF BONUSES IN 1891. bbox=[180, 382, 309, 401]
tenders: TENDERS bbox=[1017, 665, 1060, 675]
star-hotel: STAR HOTEL bbox=[661, 532, 757, 549]
saturday-line: SATURDAY, JULY 26th, At 2 O'Clock. bbox=[532, 56, 638, 63]
drapery-2: DRAPERY bbox=[781, 827, 860, 845]
divider bbox=[981, 641, 1096, 642]
tomorrow: TO-MORROW, SATURDAY, JULY 26th, 1890, bbox=[983, 145, 1094, 164]
wrigglesworth: WRIGGLESWORTH bbox=[665, 219, 753, 230]
dates-filler: ░ ░ ░ ░ ░ ░ ░ ░ ░ ░ ░ ░ ░ ░ ░ ░ ░ ░ ░ ░ ░ ░ ░ ░ ░ ░ ░ ░ ░ ░ ░ ░ ░ ░ ░ ░ ░ ░ ░ ░ ░ ░ ░ ░ ░ ░ ░ ░ bbox=[981, 94, 1096, 115]
on-line: ON bbox=[580, 494, 590, 501]
wholesale-2: WHOLESALE bbox=[769, 790, 874, 808]
bargains: BARGAINS bbox=[895, 500, 958, 512]
tenders2-heading: TENDERS wanted for bbox=[72, 510, 163, 520]
piano-filler: ░ ░ ░ ░ ░ ░ ░ ░ ░ ░ ░ ░ ░ ░ ░ ░ ░ ░ ░ ░ ░ ░ ░ ░ ░ ░ ░ ░ ░ ░ ░ ░ ░ ░ ░ ░ bbox=[981, 622, 1096, 636]
important-sale: Important UNRESERVED Sale bbox=[985, 196, 1092, 215]
society-name: WAIRARAPA POULTRY, PIGEON & CANARY ASSOCIATION'S SIXTH bbox=[181, 117, 308, 131]
wednesday-line: WEDNESDAY, JULY 30th, At 1 O'Clock. bbox=[529, 141, 641, 148]
hounslow-filler: ░ ░ ░ ░ ░ ░ ░ ░ ░ ░ ░ ░ ░ ░ ░ ░ ░ ░ ░ ░ ░ ░ ░ ░ ░ ░ ░ ░ ░ ░ ░ ░ ░ ░ ░ ░ ░ ░ ░ ░ ░ ░ ░ ░ ░ ░ ░ ░ ░ ░ ░ ░ ░ ░ ░ ░ ░ ░ ░ ░ ░ ░ ░ ░ ░ ░ ░ ░ ░ ░ ░ ░ ░ ░ ░ ░ ░ ░ ░ ░ ░ ░ ░ ░ ░ ░ ░ ░ ░ ░ ░ ░ ░ ░ ░ ░ ░ ░ ░ ░ ░ ░ bbox=[656, 481, 762, 523]
divider bbox=[656, 380, 762, 381]
column-3 bbox=[314, 44, 425, 2054]
stock-produce: STOCK & PRODUCE SALESMEN, bbox=[542, 293, 628, 312]
road-filler: ░ ░ ░ ░ ░ ░ ░ ░ ░ ░ ░ ░ ░ ░ ░ ░ ░ ░ ░ ░ ░ ░ ░ ░ ░ ░ ░ ░ ░ ░ ░ ░ bbox=[981, 676, 1096, 690]
news-bengal: There are, according to the last report, 69,699 schools and colleges in Bengal, and 1,486,103 scholars. bbox=[63, 91, 172, 112]
wanted-5: WANTED KNOWN.—That R. BRUNT keeps the best lot of timber in the district. bbox=[1103, 212, 1197, 233]
way-pay-rent: Way Pay Rent. bbox=[663, 384, 755, 401]
table-teeming: Table Teeming with bbox=[885, 488, 968, 498]
divider bbox=[656, 688, 762, 689]
